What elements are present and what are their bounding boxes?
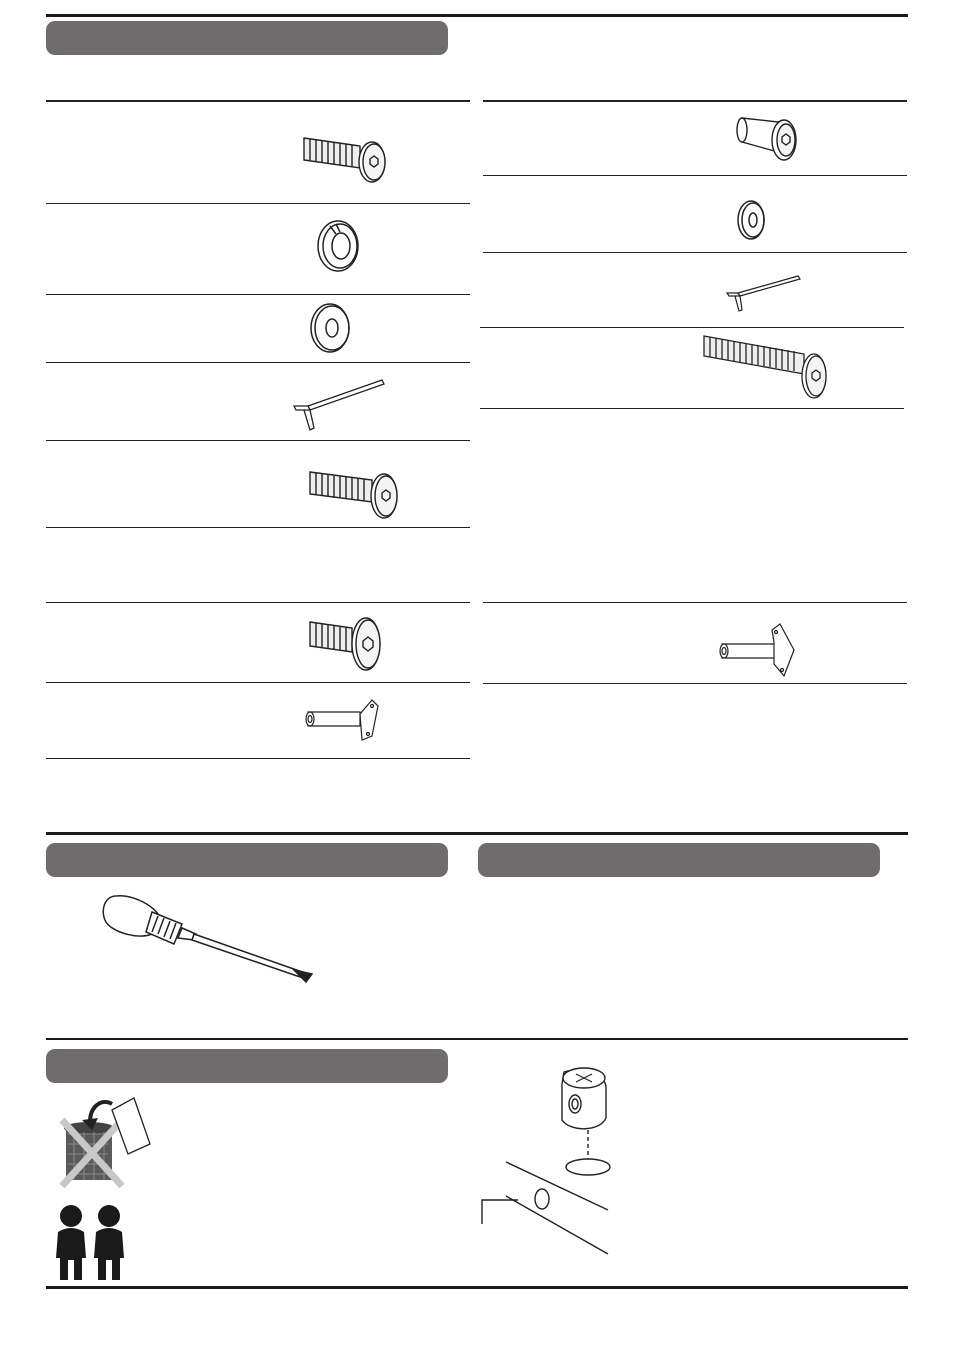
cam-lock-insert-diagram-icon [480, 1064, 620, 1260]
info-section-bar [478, 843, 880, 877]
tools-section-bar [46, 843, 448, 877]
left-row-divider [46, 440, 470, 441]
left-table-top [46, 100, 470, 102]
right-table-top [483, 100, 907, 102]
long-button-head-bolt-icon [700, 330, 840, 402]
left-row-divider [46, 527, 470, 528]
left-row-divider [46, 602, 470, 603]
button-head-bolt-icon [306, 464, 402, 526]
right-row-divider [480, 327, 904, 328]
middle-rule [46, 832, 908, 835]
bottom-rule [46, 1286, 908, 1289]
two-person-assembly-icon [54, 1204, 130, 1282]
left-row-divider [46, 682, 470, 683]
allen-key-icon [290, 376, 390, 436]
right-row-divider [483, 252, 907, 253]
flat-washer-icon [308, 302, 354, 354]
split-lock-washer-icon [312, 218, 364, 274]
small-allen-key-icon [724, 272, 806, 314]
hardware-section-bar [46, 21, 448, 55]
notes-section-bar [46, 1049, 448, 1083]
wall-bracket-pin-icon [714, 622, 800, 678]
phillips-screwdriver-icon [98, 892, 324, 986]
right-row-divider [483, 175, 907, 176]
recycle-packaging-icon [54, 1092, 154, 1190]
left-row-divider [46, 758, 470, 759]
right-row-divider [483, 683, 907, 684]
short-button-head-bolt-icon [306, 614, 386, 676]
barrel-nut-sleeve-icon [734, 112, 800, 164]
small-washer-icon [734, 198, 770, 242]
button-head-bolt-icon [300, 132, 390, 192]
top-rule [46, 14, 908, 17]
right-row-divider [483, 602, 907, 603]
left-row-divider [46, 362, 470, 363]
notes-rule [46, 1038, 908, 1040]
wall-bracket-pin-icon [300, 696, 384, 744]
left-row-divider [46, 203, 470, 204]
left-row-divider [46, 294, 470, 295]
right-row-divider [480, 408, 904, 409]
